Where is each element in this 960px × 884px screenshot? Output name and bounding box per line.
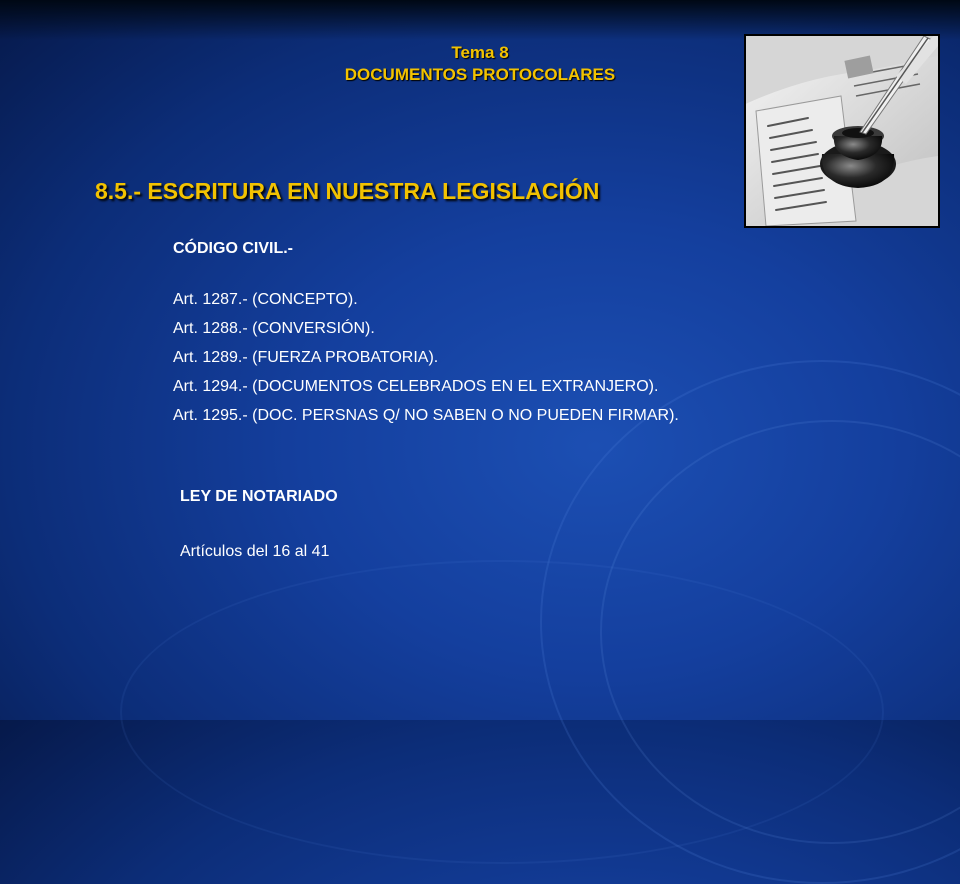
article-list: [173, 285, 679, 430]
ley-notariado-articles: Artículos del 16 al 41: [180, 543, 330, 560]
header-topic: Tema 8: [451, 43, 509, 62]
quill-inkwell-illustration: [746, 36, 938, 226]
codigo-civil-section: [173, 238, 679, 430]
article-item: Art. 1288.- (CONVERSIÓN).: [173, 320, 375, 337]
section-title: 8.5.- ESCRITURA EN NUESTRA LEGISLACIÓN: [95, 178, 600, 204]
background-swirl: [120, 560, 884, 864]
article-item: Art. 1289.- (FUERZA PROBATORIA).: [173, 349, 439, 366]
ley-notariado-heading: LEY DE NOTARIADO: [180, 488, 338, 505]
slide-header: [270, 42, 690, 86]
header-subtitle: DOCUMENTOS PROTOCOLARES: [344, 65, 616, 84]
article-item: Art. 1294.- (DOCUMENTOS CELEBRADOS EN EL EXTRANJERO).: [173, 378, 659, 395]
codigo-civil-heading: CÓDIGO CIVIL.-: [173, 240, 293, 257]
ley-notariado-section: [180, 486, 338, 563]
quill-inkwell-book-icon: [744, 34, 940, 228]
article-item: Art. 1287.- (CONCEPTO).: [173, 291, 358, 308]
article-item: Art. 1295.- (DOC. PERSNAS Q/ NO SABEN O NO PUEDEN FIRMAR).: [173, 407, 679, 424]
